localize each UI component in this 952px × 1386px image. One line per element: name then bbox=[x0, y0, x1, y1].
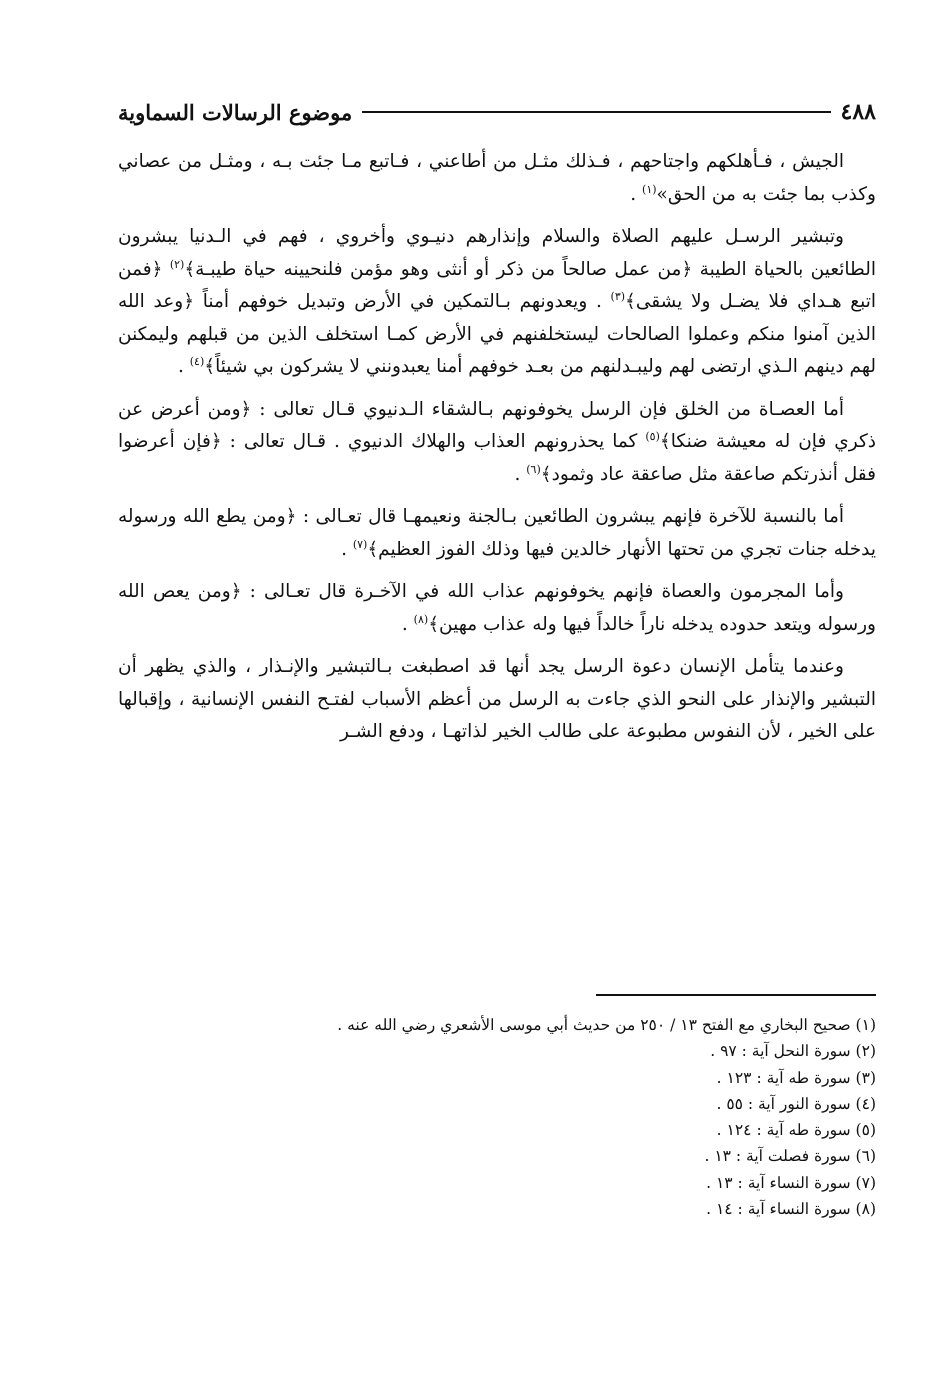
footnote-ref: (٣) bbox=[610, 289, 626, 303]
footnote: (٨) سورة النساء آية : ١٤ . bbox=[706, 1200, 876, 1219]
footnote: (٣) سورة طه آية : ١٢٣ . bbox=[716, 1068, 876, 1087]
footnotes bbox=[118, 1012, 876, 1222]
footnote-ref: (٤) bbox=[189, 354, 205, 368]
page-number: ٤٨٨ bbox=[840, 99, 876, 125]
footnote-rule bbox=[596, 994, 876, 996]
footnote: (٤) سورة النور آية : ٥٥ . bbox=[716, 1094, 876, 1113]
footnote: (١) صحيح البخاري مع الفتح ١٣ / ٢٥٠ من حديث أبي موسى الأشعري رضي الله عنه . bbox=[337, 1016, 876, 1034]
header-rule bbox=[362, 111, 830, 113]
body-text bbox=[118, 146, 876, 759]
footnote-ref: (٧) bbox=[352, 537, 368, 551]
paragraph-4: أما بالنسبة للآخرة فإنهم يبشرون الطائعين بـالجنة ونعيمهـا قال تعـالى : ﴿ومن يطع الله ورسوله يدخله جنات تجري من تحتها الأنهار خالدين فيها وذلك الفوز العظيم﴾$^{(٧)}$ . bbox=[118, 506, 876, 560]
paragraph-6: وعندما يتأمل الإنسان دعوة الرسل يجد أنها قد اصطبغت بـالتبشير والإنـذار ، والذي يظهر أن التبشير والإنذار على النحو الذي جاءت به الرسل من أعظم الأسباب لفتـح النفس الإنسانية ، وإقبالها على الخير ، لأن النفوس مطبوعة على طالب الخير لذاتهـا ، ودفع الشـر bbox=[118, 656, 876, 742]
running-title: موضوع الرسالات السماوية bbox=[118, 99, 353, 125]
footnote: (٧) سورة النساء آية : ١٣ . bbox=[706, 1173, 876, 1192]
page-header bbox=[118, 92, 876, 132]
footnote-ref: (٦) bbox=[526, 462, 541, 476]
paragraph-3: أما العصـاة من الخلق فإن الرسل يخوفونهم بـالشقاء الـدنيوي قـال تعالى : ﴿ومن أعرض عن ذكري فإن له معيشة ضنكا﴾$^{(٥)}$ كما يحذرونهم العذاب والهلاك الدنيوي . قـال تعالى : ﴿فإن أعرضوا فقل أنذرتكم صاعقة مثل صاعقة عاد وثمود﴾$^{(٦)}$ . bbox=[118, 398, 877, 485]
paragraph-2: وتبشير الرسـل عليهم الصلاة والسلام وإنذارهم دنيـوي وأخروي ، فهم في الـدنيا يبشرون الطائعين بالحياة الطيبة ﴿من عمل صالحاً من ذكر أو أنثى وهو مؤمن فلنحيينه حياة طيبـة﴾$^{(٢)}$ ﴿فمن اتبع هـداي فلا يضـل ولا يشقى﴾$^{(٣)}$ . ويعدونهم بـالتمكين في الأرض وتبديل خوفهم أمناً ﴿وعد الله الذين آمنوا منكم وعملوا الصالحات ليستخلفنهم في الأرض كمـا استخلف الذين من قبلهم وليمكنن لهم دينهم الـذي ارتضى لهم وليبـدلنهم من بعـد خوفهم أمنا يعبدونني لا يشركون بي شيئاً﴾$^{(٤)}$ . bbox=[118, 226, 877, 377]
paragraph-5: وأما المجرمون والعصاة فإنهم يخوفونهم عذاب الله في الآخـرة قال تعـالى : ﴿ومن يعص الله ورسوله ويتعد حدوده يدخله ناراً خالداً فيها وله عذاب مهين﴾$^{(٨)}$ . bbox=[118, 581, 876, 635]
footnote-ref: (٢) bbox=[169, 257, 185, 271]
paragraph-1: الجيش ، فـأهلكهم واجتاحهم ، فـذلك مثـل من أطاعني ، فـاتبع مـا جئت بـه ، ومثـل من عصاني وكذب بما جئت به من الحق»$^{(١)}$ . bbox=[118, 151, 876, 205]
footnote-ref: (٥) bbox=[645, 429, 660, 443]
footnote: (٥) سورة طه آية : ١٢٤ . bbox=[716, 1121, 876, 1140]
footnote: (٦) سورة فصلت آية : ١٣ . bbox=[704, 1147, 876, 1166]
footnote-ref: (١) bbox=[642, 182, 657, 196]
footnote-ref: (٨) bbox=[413, 612, 429, 626]
footnote: (٢) سورة النحل آية : ٩٧ . bbox=[710, 1042, 876, 1061]
